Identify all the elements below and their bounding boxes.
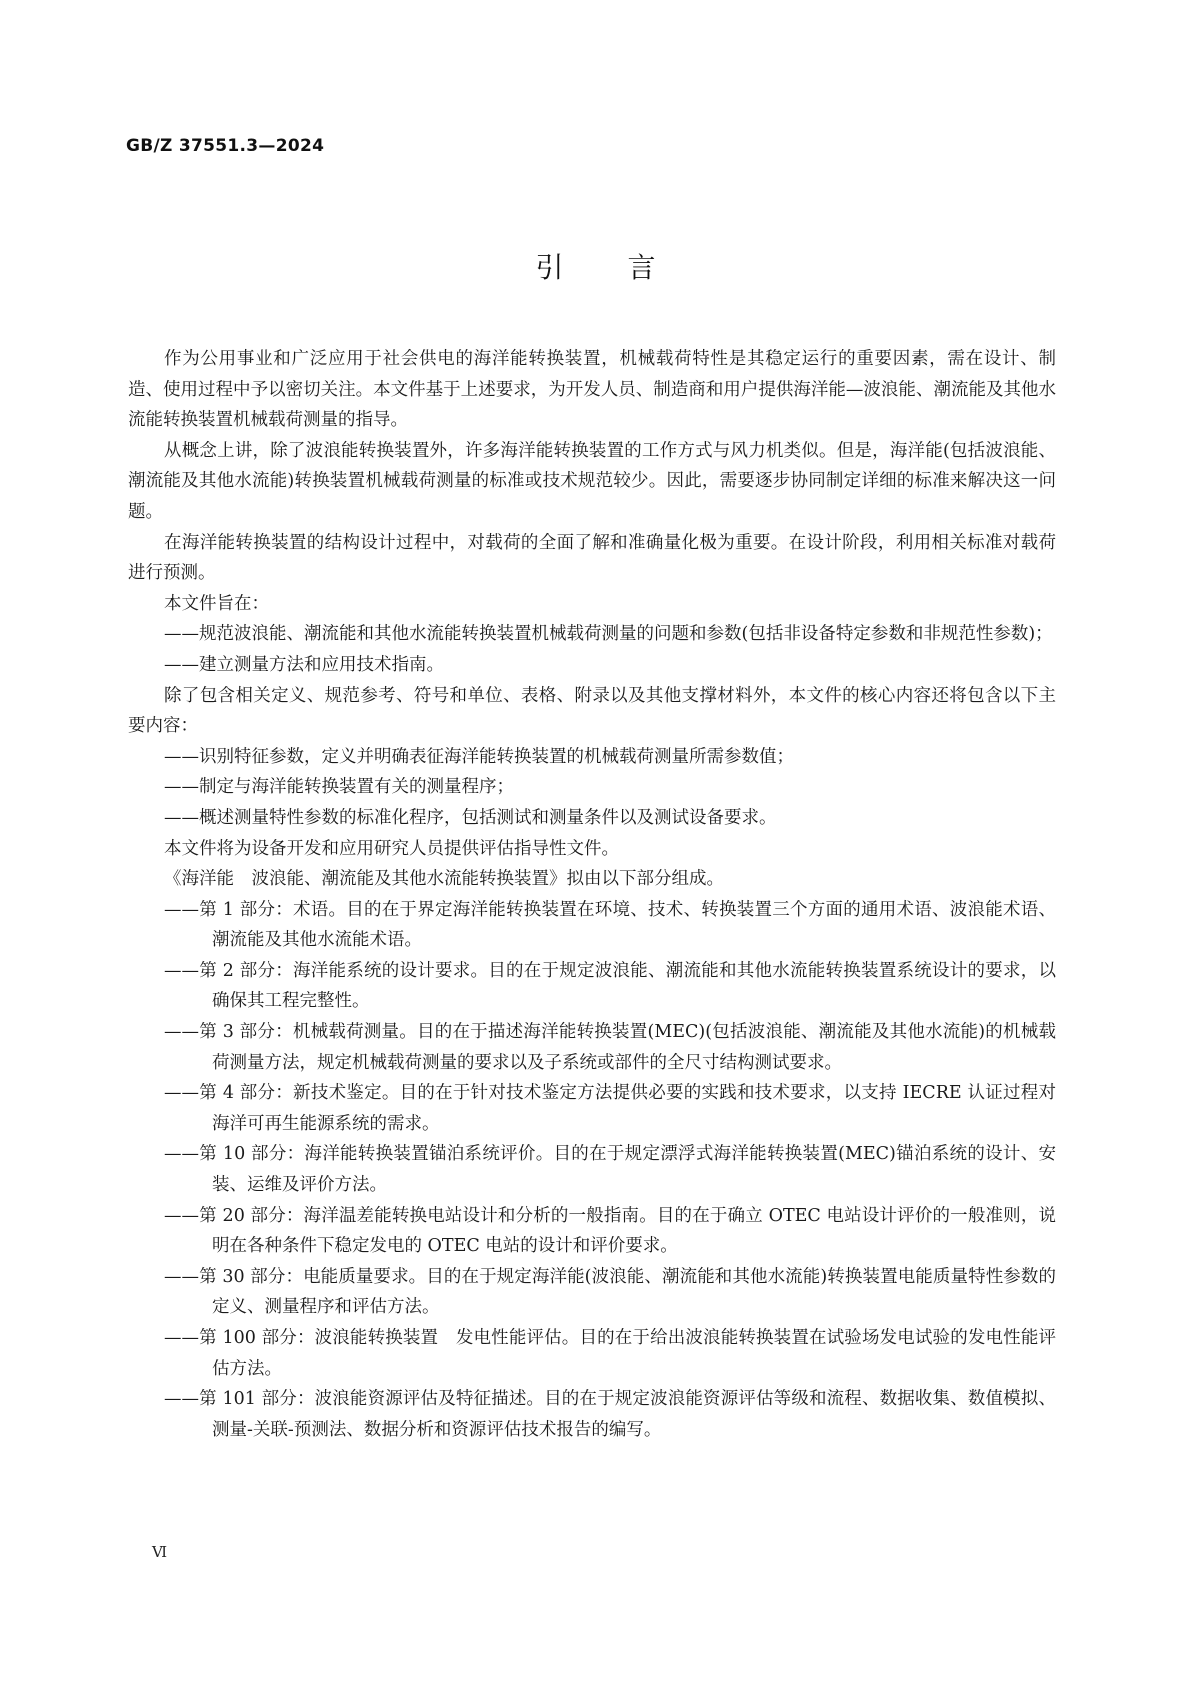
paragraph: 本文件旨在： xyxy=(164,593,269,614)
paragraph: 在海洋能转换装置的结构设计过程中，对载荷的全面了解和准确量化极为重要。在设计阶段，利用相关标准对载荷进行预测。 xyxy=(128,532,1056,584)
paragraph: 除了包含相关定义、规范参考、符号和单位、表格、附录以及其他支撑材料外，本文件的核心内容还将包含以下主要内容： xyxy=(128,685,1056,737)
paragraph: 从概念上讲，除了波浪能转换装置外，许多海洋能转换装置的工作方式与风力机类似。但是，海洋能(包括波浪能、潮流能及其他水流能)转换装置机械载荷测量的标准或技术规范较少。因此，需要逐步协同制定详细的标准来解决这一问题。 xyxy=(128,440,1056,522)
standard-code: GB/Z 37551.3—2024 xyxy=(126,136,325,156)
list-item: ——第 20 部分：海洋温差能转换电站设计和分析的一般指南。目的在于确立 OTEC 电站设计评价的一般准则，说明在各种条件下稳定发电的 OTEC 电站的设计和评价要求。 xyxy=(164,1205,1056,1257)
list-item: ——制定与海洋能转换装置有关的测量程序； xyxy=(164,777,514,798)
list-item: ——第 1 部分：术语。目的在于界定海洋能转换装置在环境、技术、转换装置三个方面的通用术语、波浪能术语、潮流能及其他水流能术语。 xyxy=(164,899,1056,951)
page-title: 引言 xyxy=(535,251,720,284)
body-text xyxy=(128,344,1056,1445)
list-item: ——第 3 部分：机械载荷测量。目的在于描述海洋能转换装置(MEC)(包括波浪能、潮流能及其他水流能)的机械载荷测量方法，规定机械载荷测量的要求以及子系统或部件的全尺寸结构测试要求。 xyxy=(164,1022,1056,1073)
list-item: ——第 100 部分：波浪能转换装置 发电性能评估。目的在于给出波浪能转换装置在试验场发电试验的发电性能评估方法。 xyxy=(164,1328,1056,1379)
list-item: ——规范波浪能、潮流能和其他水流能转换装置机械载荷测量的问题和参数(包括非设备特定参数和非规范性参数)； xyxy=(164,624,1053,645)
page-number: Ⅵ xyxy=(152,1543,168,1561)
paragraph: 本文件将为设备开发和应用研究人员提供评估指导性文件。 xyxy=(164,838,619,859)
list-item: ——第 30 部分：电能质量要求。目的在于规定海洋能(波浪能、潮流能和其他水流能)转换装置电能质量特性参数的定义、测量程序和评估方法。 xyxy=(164,1266,1056,1318)
list-item: ——第 101 部分：波浪能资源评估及特征描述。目的在于规定波浪能资源评估等级和流程、数据收集、数值模拟、测量-关联-预测法、数据分析和资源评估技术报告的编写。 xyxy=(164,1389,1056,1440)
paragraph: 作为公用事业和广泛应用于社会供电的海洋能转换装置，机械载荷特性是其稳定运行的重要因素，需在设计、制造、使用过程中予以密切关注。本文件基于上述要求，为开发人员、制造商和用户提供海洋能—波浪能、潮流能及其他水流能转换装置机械载荷测量的指导。 xyxy=(128,349,1056,431)
list-item: ——概述测量特性参数的标准化程序，包括测试和测量条件以及测试设备要求。 xyxy=(164,807,777,828)
paragraph: 《海洋能 波浪能、潮流能及其他水流能转换装置》拟由以下部分组成。 xyxy=(164,869,724,890)
list-item: ——第 2 部分：海洋能系统的设计要求。目的在于规定波浪能、潮流能和其他水流能转换装置系统设计的要求，以确保其工程完整性。 xyxy=(164,960,1056,1012)
list-item: ——识别特征参数，定义并明确表征海洋能转换装置的机械载荷测量所需参数值； xyxy=(164,746,794,767)
list-item: ——建立测量方法和应用技术指南。 xyxy=(164,654,444,675)
list-item: ——第 4 部分：新技术鉴定。目的在于针对技术鉴定方法提供必要的实践和技术要求，以支持 IECRE 认证过程对海洋可再生能源系统的需求。 xyxy=(164,1083,1056,1134)
list-item: ——第 10 部分：海洋能转换装置锚泊系统评价。目的在于规定漂浮式海洋能转换装置(MEC)锚泊系统的设计、安装、运维及评价方法。 xyxy=(164,1144,1056,1196)
